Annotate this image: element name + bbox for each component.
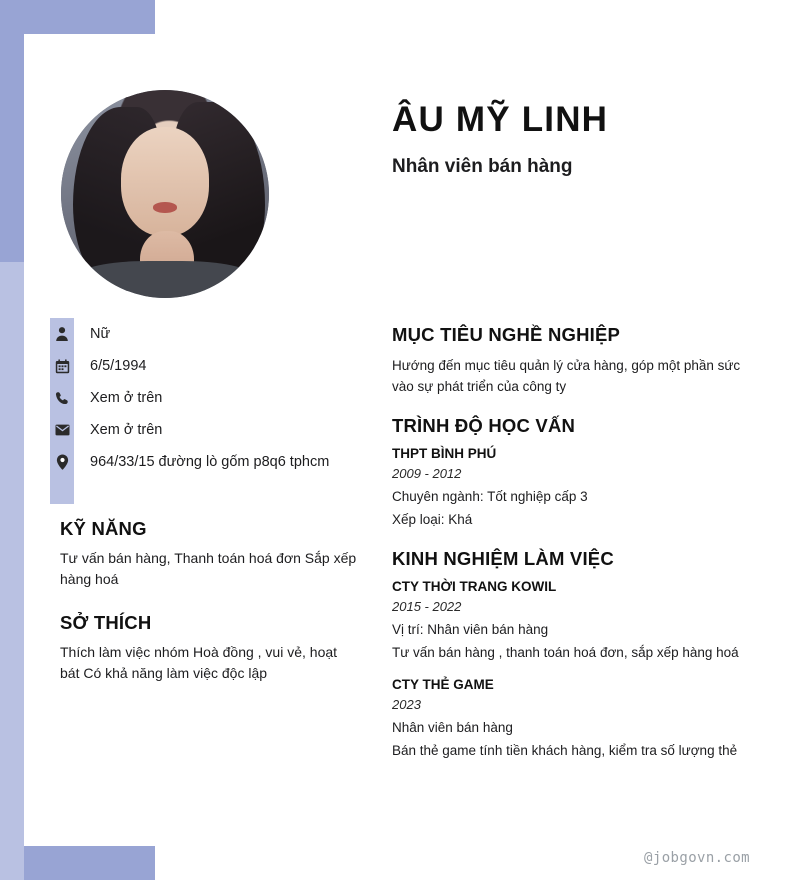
entry-organization: CTY THẺ GAME	[392, 677, 494, 692]
section-title: MỤC TIÊU NGHỀ NGHIỆP	[392, 324, 621, 345]
entry-organization: THPT BÌNH PHÚ	[392, 446, 497, 461]
section-interests	[60, 612, 360, 684]
contact-value: Xem ở trên	[90, 422, 163, 438]
contact-item-email	[50, 414, 360, 446]
section-body: Thích làm việc nhóm Hoà đồng , vui vẻ, hoạt bát Có khả năng làm việc độc lập	[60, 644, 338, 681]
section-skills	[60, 518, 360, 590]
contact-value: Nữ	[90, 326, 111, 342]
avatar-lips	[153, 202, 178, 212]
contact-item-phone	[50, 382, 360, 414]
contact-value: 964/33/15 đường lò gốm p8q6 tphcm	[90, 454, 330, 470]
section-title: SỞ THÍCH	[60, 612, 152, 633]
section-body: Hướng đến mục tiêu quản lý cửa hàng, góp một phần sức vào sự phát triển của công ty	[392, 358, 741, 394]
avatar-body	[78, 261, 253, 298]
education-entry	[392, 446, 756, 530]
location-icon	[50, 446, 74, 478]
decorative-left-band-light	[0, 262, 24, 880]
entry-organization: CTY THỜI TRANG KOWIL	[392, 579, 557, 594]
entry-detail: Xếp loại: Khá	[392, 512, 473, 527]
candidate-name: ÂU MỸ LINH	[392, 100, 609, 139]
right-sections	[392, 324, 756, 779]
section-title: TRÌNH ĐỘ HỌC VẤN	[392, 415, 576, 436]
candidate-role: Nhân viên bán hàng	[392, 156, 573, 177]
contact-list	[50, 318, 360, 478]
entry-detail: Nhân viên bán hàng	[392, 720, 513, 735]
avatar	[61, 90, 269, 298]
section-title: KINH NGHIỆM LÀM VIỆC	[392, 548, 614, 569]
contact-item-birthdate	[50, 350, 360, 382]
contact-value: Xem ở trên	[90, 390, 163, 406]
watermark: @jobgovn.com	[644, 850, 750, 866]
contact-item-address	[50, 446, 360, 478]
left-sections	[60, 518, 360, 706]
section-title: KỸ NĂNG	[60, 518, 147, 539]
contact-item-gender	[50, 318, 360, 350]
entry-detail: Chuyên ngành: Tốt nghiệp cấp 3	[392, 489, 588, 504]
experience-entry	[392, 677, 756, 761]
header-block	[392, 100, 748, 178]
experience-entry	[392, 579, 756, 663]
entry-date: 2023	[392, 697, 421, 712]
contact-value: 6/5/1994	[90, 358, 147, 374]
entry-detail: Bán thẻ game tính tiền khách hàng, kiểm tra số lượng thẻ	[392, 743, 738, 758]
person-icon	[50, 318, 74, 350]
entry-date: 2009 - 2012	[392, 466, 462, 481]
avatar-photo	[61, 90, 269, 298]
section-experience	[392, 548, 756, 761]
phone-icon	[50, 382, 74, 414]
entry-detail: Vị trí: Nhân viên bán hàng	[392, 622, 549, 637]
avatar-face	[121, 127, 208, 235]
entry-detail: Tư vấn bán hàng , thanh toán hoá đơn, sắp xếp hàng hoá	[392, 645, 739, 660]
section-body: Tư vấn bán hàng, Thanh toán hoá đơn Sắp xếp hàng hoá	[60, 550, 357, 587]
entry-date: 2015 - 2022	[392, 599, 462, 614]
section-education	[392, 415, 756, 530]
section-objective	[392, 324, 756, 397]
left-column	[50, 80, 350, 298]
mail-icon	[50, 414, 74, 446]
calendar-icon	[50, 350, 74, 382]
